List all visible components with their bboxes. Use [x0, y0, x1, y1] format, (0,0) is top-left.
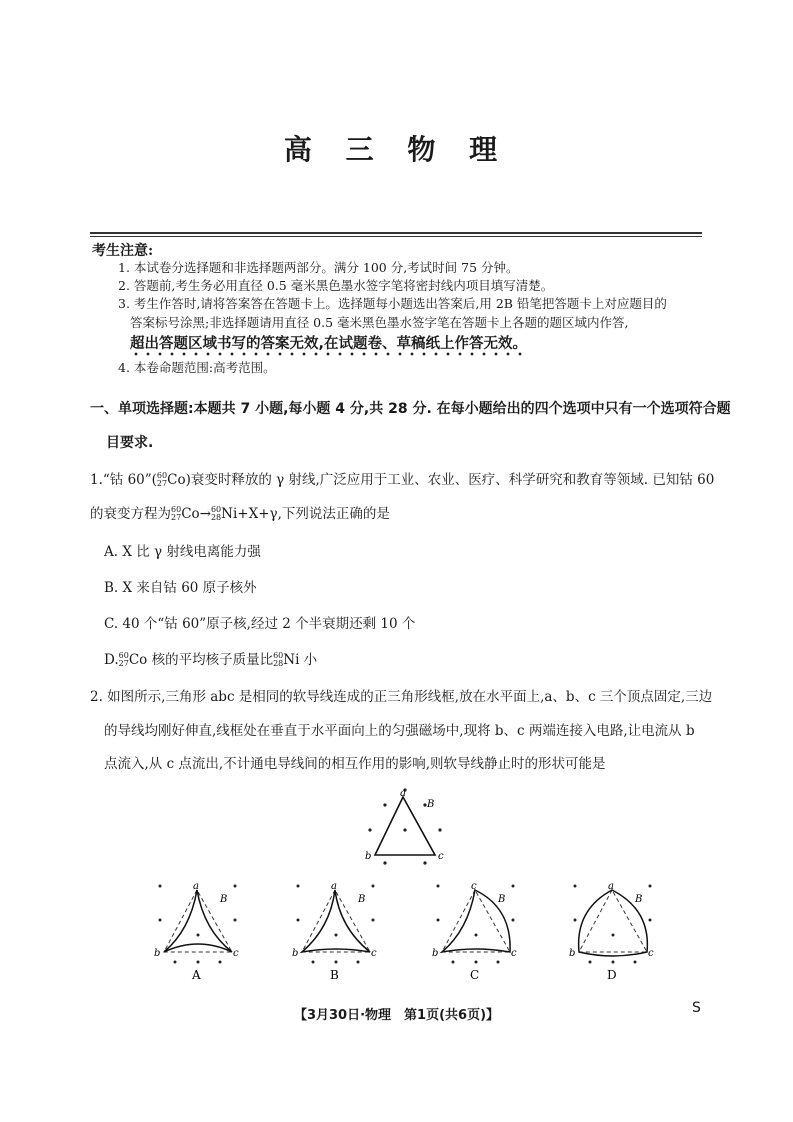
- field-b-label: B: [427, 799, 435, 810]
- divider: [90, 236, 702, 237]
- section-heading: 一、单项选择题:本题共 7 小题,每小题 4 分,共 28 分. 在每小题给出的四个选项中只有一个选项符合题: [90, 401, 731, 417]
- nuclide-index: 60 27: [156, 471, 168, 488]
- option-figure-b: [288, 880, 388, 980]
- svg-text:a: a: [608, 881, 614, 892]
- page-footer: 【3月30日·物理 第1页(共6页)】: [293, 1008, 500, 1023]
- svg-text:a: a: [193, 881, 199, 892]
- svg-text:c: c: [471, 881, 477, 892]
- option-d-label: D: [607, 968, 617, 980]
- vertex-a-label: a: [400, 788, 406, 799]
- svg-text:a: a: [331, 881, 337, 892]
- notice-item: 4. 本卷命题范围:高考范围。: [118, 360, 276, 375]
- q1-option-c: C. 40 个“钴 60”原子核,经过 2 个半衰期还剩 10 个: [104, 616, 416, 632]
- svg-text:b: b: [292, 948, 299, 959]
- emphasis-dots: [130, 352, 530, 356]
- svg-text:b: b: [569, 948, 576, 959]
- option-c-label: C: [470, 968, 480, 980]
- vertex-b-label: b: [365, 851, 372, 862]
- q2-line2: 的导线均刚好伸直,线框处在垂直于水平面向上的匀强磁场中,现将 b、c 两端连接入电路,让电流从 b: [104, 723, 695, 739]
- divider: [90, 232, 702, 234]
- svg-text:B: B: [358, 894, 366, 905]
- svg-text:c: c: [648, 948, 654, 959]
- svg-text:c: c: [511, 948, 517, 959]
- notice-item: 2. 答题前,考生务必用直径 0.5 毫米黑色墨水签字笔将密封线内项目填写清楚。: [118, 278, 554, 293]
- q2-line1: 2. 如图所示,三角形 abc 是相同的软导线连成的正三角形线框,放在水平面上,a、b、c 三个顶点固定,三边: [90, 689, 713, 705]
- notice-heading: 考生注意:: [92, 243, 154, 259]
- q1-option-d: D. 60 27 Co 核的平均核子质量比 60 28 Ni 小: [104, 651, 318, 668]
- section-heading-cont: 目要求.: [106, 435, 154, 451]
- svg-text:B: B: [220, 894, 228, 905]
- q1-line1: 1.“钴 60”( 60 27 Co)衰变时释放的 γ 射线,广泛应用于工业、农业、医疗、科学研究和教育等领域. 已知钴 60: [90, 471, 715, 488]
- svg-text:b: b: [154, 948, 161, 959]
- option-figure-d: [565, 880, 665, 980]
- page-title: 高 三 物 理: [283, 133, 510, 166]
- notice-item: 答案标号涂黑;非选择题请用直径 0.5 毫米黑色墨水签字笔在答题卡上各题的题区域内作答,: [130, 315, 629, 330]
- option-b-label: B: [330, 968, 339, 980]
- svg-text:B: B: [498, 894, 506, 905]
- svg-text:b: b: [432, 948, 439, 959]
- triangle-figure: [355, 785, 455, 870]
- corner-mark: S: [692, 1000, 701, 1016]
- q1-option-b: B. X 来自钴 60 原子核外: [104, 580, 257, 596]
- q2-line3: 点流入,从 c 点流出,不计通电导线间的相互作用的影响,则软导线静止时的形状可能是: [104, 756, 606, 772]
- vertex-c-label: c: [438, 851, 444, 862]
- svg-text:c: c: [233, 948, 239, 959]
- q1-line2: 的衰变方程为 60 27 Co→ 60 28 Ni+X+γ,下列说法正确的是: [90, 505, 390, 522]
- q1-option-a: A. X 比 γ 射线电离能力强: [104, 544, 261, 560]
- option-figure-a: [150, 880, 250, 980]
- notice-item: 3. 考生作答时,请将答案答在答题卡上。选择题每小题选出答案后,用 2B 铅笔把答题卡上对应题目的: [118, 296, 667, 311]
- notice-item: 1. 本试卷分选择题和非选择题两部分。满分 100 分,考试时间 75 分钟。: [118, 260, 519, 275]
- option-a-label: A: [192, 968, 201, 980]
- notice-emphasis: 超出答题区域书写的答案无效,在试题卷、草稿纸上作答无效。: [130, 336, 528, 352]
- option-figure-c: [428, 880, 528, 980]
- svg-text:c: c: [371, 948, 377, 959]
- svg-text:B: B: [635, 894, 643, 905]
